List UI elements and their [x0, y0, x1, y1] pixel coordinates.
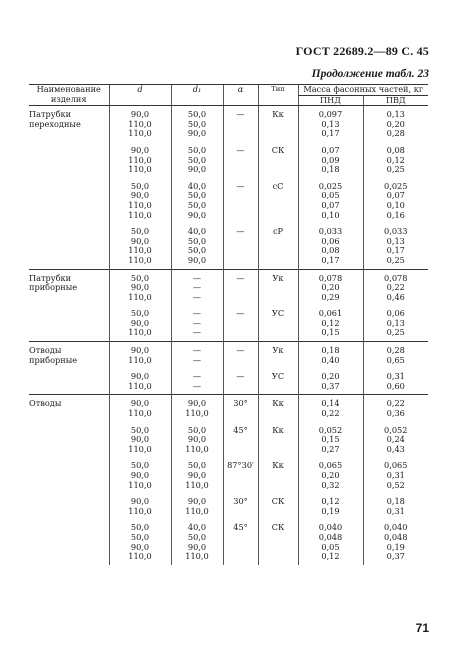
cell-name	[29, 178, 109, 223]
table-row	[29, 269, 428, 305]
col-header-name: Наименование изделия	[29, 85, 109, 106]
cell-name	[29, 422, 109, 458]
cell-alpha: —	[223, 106, 258, 142]
table-row	[29, 223, 428, 269]
cell-type: Кк	[258, 106, 298, 142]
cell-mass-pvd: 0,18 0,31	[363, 493, 428, 519]
cell-mass-pvd: 0,31 0,60	[363, 368, 428, 395]
page-number: 71	[415, 621, 429, 635]
cell-type: сС	[258, 178, 298, 223]
cell-mass-pnd: 0,052 0,15 0,27	[298, 422, 363, 458]
cell-name: Отводы	[29, 395, 109, 422]
cell-mass-pvd: 0,052 0,24 0,43	[363, 422, 428, 458]
cell-d1: 50,0 90,0 110,0	[171, 422, 223, 458]
table-container	[29, 84, 428, 565]
cell-d1: 40,0 50,0 50,0 90,0	[171, 178, 223, 223]
cell-mass-pnd: 0,040 0,048 0,05 0,12	[298, 519, 363, 564]
table-row	[29, 106, 428, 142]
col-header-type: Тип	[258, 85, 298, 106]
cell-alpha: —	[223, 142, 258, 178]
cell-d: 90,0 110,0	[109, 493, 171, 519]
col-header-pvd: ПВД	[363, 95, 428, 106]
cell-alpha: 87°30′	[223, 457, 258, 493]
cell-alpha: 30°	[223, 395, 258, 422]
table-row	[29, 422, 428, 458]
cell-mass-pvd: 0,13 0,20 0,28	[363, 106, 428, 142]
col-header-mass: Масса фасонных частей, кг	[298, 85, 428, 96]
cell-d1: 50,0 90,0 110,0	[171, 457, 223, 493]
cell-mass-pnd: 0,18 0,40	[298, 342, 363, 369]
cell-mass-pvd: 0,065 0,31 0,52	[363, 457, 428, 493]
cell-alpha: —	[223, 223, 258, 269]
standard-header: ГОСТ 22689.2—89 С. 45	[295, 44, 429, 58]
cell-alpha: —	[223, 368, 258, 395]
cell-mass-pnd: 0,078 0,20 0,29	[298, 269, 363, 305]
cell-d: 50,0 50,0 90,0 110,0	[109, 519, 171, 564]
table-row	[29, 395, 428, 422]
cell-alpha: —	[223, 178, 258, 223]
cell-mass-pvd: 0,033 0,13 0,17 0,25	[363, 223, 428, 269]
cell-d: 50,0 90,0 110,0 110,0	[109, 223, 171, 269]
cell-d: 50,0 90,0 110,0	[109, 269, 171, 305]
cell-d1: — —	[171, 368, 223, 395]
cell-name: Патрубки приборные	[29, 269, 109, 305]
cell-mass-pnd: 0,07 0,09 0,18	[298, 142, 363, 178]
cell-mass-pvd: 0,28 0,65	[363, 342, 428, 369]
cell-d1: — — —	[171, 305, 223, 341]
cell-mass-pnd: 0,025 0,05 0,07 0,10	[298, 178, 363, 223]
table-row	[29, 305, 428, 341]
cell-d1: 90,0 110,0	[171, 395, 223, 422]
cell-d1: — — —	[171, 269, 223, 305]
cell-d: 50,0 90,0 110,0	[109, 422, 171, 458]
table-row	[29, 178, 428, 223]
cell-mass-pnd: 0,033 0,06 0,08 0,17	[298, 223, 363, 269]
cell-name	[29, 305, 109, 341]
cell-alpha: —	[223, 342, 258, 369]
cell-type: Ук	[258, 342, 298, 369]
cell-d1: 50,0 50,0 90,0	[171, 142, 223, 178]
cell-type: СК	[258, 519, 298, 564]
col-header-pnd: ПНД	[298, 95, 363, 106]
cell-name	[29, 519, 109, 564]
table-row	[29, 142, 428, 178]
cell-mass-pnd: 0,061 0,12 0,15	[298, 305, 363, 341]
cell-d: 90,0 110,0 110,0	[109, 106, 171, 142]
cell-type: СК	[258, 142, 298, 178]
cell-mass-pvd: 0,06 0,13 0,25	[363, 305, 428, 341]
cell-type: СК	[258, 493, 298, 519]
cell-type: УС	[258, 368, 298, 395]
cell-alpha: —	[223, 305, 258, 341]
col-header-d: d	[109, 85, 171, 106]
cell-d: 50,0 90,0 110,0	[109, 305, 171, 341]
cell-d: 50,0 90,0 110,0	[109, 457, 171, 493]
cell-type: сР	[258, 223, 298, 269]
cell-d1: 90,0 110,0	[171, 493, 223, 519]
cell-mass-pvd: 0,078 0,22 0,46	[363, 269, 428, 305]
cell-mass-pvd: 0,08 0,12 0,25	[363, 142, 428, 178]
cell-type: УС	[258, 305, 298, 341]
cell-alpha: 45°	[223, 519, 258, 564]
cell-name: Патрубки переходные	[29, 109, 81, 129]
cell-mass-pnd: 0,20 0,37	[298, 368, 363, 395]
cell-d1: 40,0 50,0 50,0 90,0	[171, 223, 223, 269]
cell-type: Кк	[258, 422, 298, 458]
cell-mass-pnd: 0,14 0,22	[298, 395, 363, 422]
cell-mass-pvd: 0,22 0,36	[363, 395, 428, 422]
cell-type: Кк	[258, 395, 298, 422]
cell-type: Ук	[258, 269, 298, 305]
cell-name	[29, 457, 109, 493]
cell-d: 50,0 90,0 110,0 110,0	[109, 178, 171, 223]
fittings-mass-table	[29, 84, 428, 565]
cell-name: Отводы приборные	[29, 342, 109, 369]
cell-alpha: 30°	[223, 493, 258, 519]
cell-mass-pnd: 0,097 0,13 0,17	[298, 106, 363, 142]
table-row	[29, 457, 428, 493]
cell-d: 90,0 110,0	[109, 368, 171, 395]
table-row	[29, 368, 428, 395]
cell-alpha: —	[223, 269, 258, 305]
table-body	[29, 106, 428, 565]
col-header-alpha: α	[223, 85, 258, 106]
cell-mass-pvd: 0,025 0,07 0,10 0,16	[363, 178, 428, 223]
table-row	[29, 519, 428, 564]
table-continuation-caption: Продолжение табл. 23	[311, 68, 429, 80]
cell-name	[29, 223, 109, 269]
cell-alpha: 45°	[223, 422, 258, 458]
cell-mass-pnd: 0,12 0,19	[298, 493, 363, 519]
cell-name	[29, 368, 109, 395]
cell-name	[29, 493, 109, 519]
cell-d1: 40,0 50,0 90,0 110,0	[171, 519, 223, 564]
table-row	[29, 342, 428, 369]
cell-type: Кк	[258, 457, 298, 493]
cell-mass-pnd: 0,065 0,20 0,32	[298, 457, 363, 493]
col-header-d1: d₁	[171, 85, 223, 106]
cell-d: 90,0 110,0	[109, 395, 171, 422]
cell-d: 90,0 110,0	[109, 342, 171, 369]
table-row	[29, 493, 428, 519]
cell-d1: — —	[171, 342, 223, 369]
cell-d: 90,0 110,0 110,0	[109, 142, 171, 178]
cell-d1: 50,0 50,0 90,0	[171, 106, 223, 142]
cell-mass-pvd: 0,040 0,048 0,19 0,37	[363, 519, 428, 564]
cell-name	[29, 142, 109, 178]
